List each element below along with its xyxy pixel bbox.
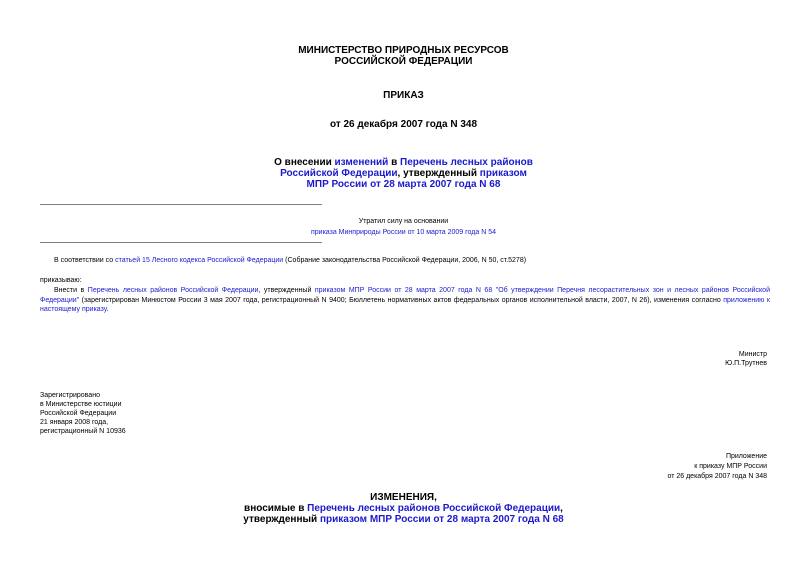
link-forest-list[interactable]: Перечень лесных районов bbox=[400, 157, 533, 168]
preamble: В соответствии со статьей 15 Лесного кодекса Российской Федерации (Собрание законодательства Российской Федерации, 2006, N 50, ст.5278) bbox=[54, 257, 527, 264]
link-changes-forest-list[interactable]: Перечень лесных районов Российской Федерации bbox=[307, 503, 561, 514]
link-order-mpr[interactable]: МПР России от 28 марта 2007 года N 68 bbox=[306, 179, 501, 190]
status-note bbox=[0, 217, 807, 237]
link-appendix-order[interactable]: к настоящему приказу bbox=[40, 296, 770, 313]
doc-type: ПРИКАЗ bbox=[383, 90, 424, 101]
ministry-line-1: МИНИСТЕРСТВО ПРИРОДНЫХ РЕСУРСОВ bbox=[298, 45, 509, 56]
changes-title: ИЗМЕНЕНИЯ, bbox=[370, 492, 437, 503]
appendix-block: Приложение к приказу МПР России от 26 декабря 2007 года N 348 bbox=[667, 453, 767, 480]
divider-top bbox=[40, 204, 322, 205]
changes-heading: ИЗМЕНЕНИЯ, вносимые в Перечень лесных районов Российской Федерации, утвержденный приказом МПР России от 28 марта 2007 года N 68 bbox=[0, 492, 807, 525]
signature-name: Ю.П.Трутнев bbox=[725, 360, 767, 367]
link-changes-order[interactable]: приказом МПР России от 28 марта 2007 года N 68 bbox=[319, 514, 564, 525]
link-forest-code[interactable]: статьей 15 Лесного кодекса Российской Федерации bbox=[115, 257, 284, 264]
status-line: Утратил силу на основании bbox=[358, 218, 449, 225]
ministry-heading bbox=[0, 45, 807, 67]
order-word: приказываю: bbox=[40, 277, 82, 284]
link-body-order-68[interactable]: приказом МПР России от 28 марта 2007 года N 68 "Об утверждении Перечня лесорастительных зон и лесных районов Российской Федерации" bbox=[40, 287, 770, 304]
signature-block bbox=[725, 350, 767, 368]
link-forest-list-rf[interactable]: Российской Федерации bbox=[280, 168, 398, 179]
link-appendix[interactable]: приложению bbox=[723, 296, 765, 304]
link-changes[interactable]: изменений bbox=[334, 157, 389, 168]
order-body: Внести в Перечень лесных районов Российской Федерации, утвержденный приказом МПР России от 28 марта 2007 года N 68 "Об утверждении Перечня лесорастительных зон и лесных районов Российской Федерации" (зарегистрирован Минюстом России 3 мая 2007 года, регистрационный N 9400; Бюллетень нормативных актов федеральных органов исполнительной власти, 2007, N 26), изменения согласно приложению к настоящему приказу. bbox=[40, 287, 770, 313]
doc-subject: О внесении изменений в Перечень лесных районов Российской Федерации, утвержденный приказом МПР России от 28 марта 2007 года N 68 bbox=[274, 157, 533, 190]
link-order[interactable]: приказом bbox=[479, 168, 527, 179]
link-body-forest-list[interactable]: Перечень лесных районов Российской Федерации bbox=[87, 287, 259, 294]
signature-title: Министр bbox=[738, 351, 767, 358]
ministry-line-2: РОССИЙСКОЙ ФЕДЕРАЦИИ bbox=[334, 56, 473, 67]
registration-block: Зарегистрировано в Министерстве юстиции Российской Федерации 21 января 2008 года, регистрационный N 10936 bbox=[40, 392, 126, 435]
link-repeal-order[interactable]: приказа Минприроды России от 10 марта 2009 года N 54 bbox=[311, 229, 496, 236]
divider-bottom bbox=[40, 242, 322, 243]
doc-date-number: от 26 декабря 2007 года N 348 bbox=[329, 119, 478, 130]
